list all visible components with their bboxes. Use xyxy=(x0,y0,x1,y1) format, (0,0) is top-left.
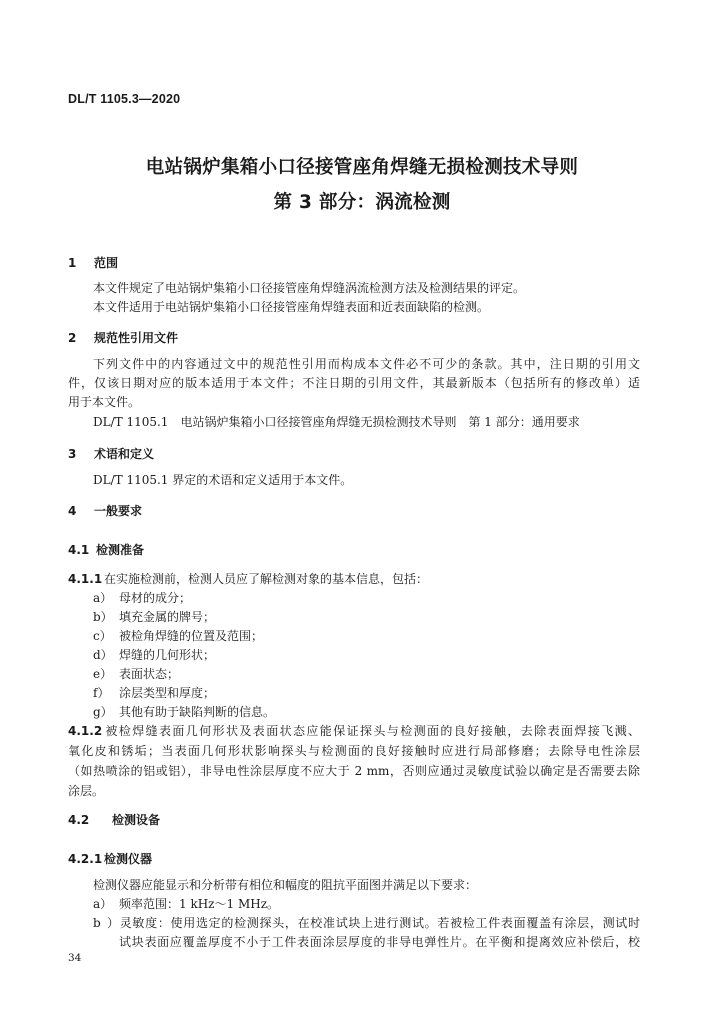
section-number: 2 xyxy=(68,331,77,345)
paragraph: 本文件规定了电站锅炉集箱小口径接管座角焊缝涡流检测方法及检测结果的评定。 xyxy=(93,281,526,295)
section-heading-4 xyxy=(68,502,142,519)
clause-4-1-2-line: 涂层。 xyxy=(68,784,105,798)
list-label: e） xyxy=(93,667,113,681)
section-number: 4 xyxy=(68,504,77,518)
clause-text: 被检焊缝表面几何形状及表面状态应能保证探头与检测面的良好接触，去除表面焊接飞溅、 xyxy=(104,724,640,738)
paragraph-line: 下列文件中的内容通过文中的规范性引用而构成本文件必不可少的条款。其中，注日期的引用文 xyxy=(93,357,640,371)
list-label: f） xyxy=(93,686,110,700)
section-number: 1 xyxy=(68,256,77,270)
list-item xyxy=(93,608,215,625)
list-text: 母材的成分； xyxy=(119,591,192,605)
list-text: 被检角焊缝的位置及范围； xyxy=(119,629,264,643)
clause-4-1-2-line: （如热喷涂的铝或铝），非导电性涂层厚度不应大于 2 mm，否则应通过灵敏度试验以确定是否需要去除 xyxy=(68,764,640,778)
clause-number: 4.1.1 xyxy=(68,572,103,586)
list-label: b） xyxy=(93,916,119,930)
section-title: 范围 xyxy=(94,256,119,270)
section-title: 检测设备 xyxy=(112,813,161,827)
section-title: 检测准备 xyxy=(96,543,145,557)
document-subtitle: 第 3 部分：涡流检测 xyxy=(273,192,451,213)
list-label: c） xyxy=(93,629,112,643)
list-item-continuation: 试块表面应覆盖厚度不小于工件表面涂层厚度的非导电弹性片。在平衡和提离效应补偿后，校 xyxy=(119,935,640,949)
clause-4-1-2-line xyxy=(68,722,640,739)
list-item xyxy=(93,665,179,682)
list-label: g） xyxy=(93,705,113,719)
page-number: 34 xyxy=(68,952,82,964)
list-text: 频率范围：1 kHz～1 MHz。 xyxy=(119,897,280,911)
subsection-heading-4-2-1 xyxy=(68,850,152,867)
paragraph-line: 用于本文件。 xyxy=(68,395,141,409)
list-item xyxy=(93,627,263,644)
clause-number: 4.1.2 xyxy=(68,724,103,738)
list-text: 表面状态； xyxy=(119,667,180,681)
paragraph: 检测仪器应能显示和分析带有相位和幅度的阻抗平面图并满足以下要求： xyxy=(93,878,478,892)
section-title: 一般要求 xyxy=(94,504,143,518)
clause-4-1-2-line: 氧化皮和锈垢；当表面几何形状影响探头与检测面的良好接触时应进行局部修磨；去除导电性涂层 xyxy=(68,744,640,758)
list-label: b） xyxy=(93,610,113,624)
section-title: 术语和定义 xyxy=(94,447,155,461)
section-number: 4.2.1 xyxy=(68,852,103,866)
section-heading-3 xyxy=(68,445,154,462)
list-text: 涂层类型和厚度； xyxy=(119,686,216,700)
section-heading-1 xyxy=(68,254,118,271)
section-heading-2 xyxy=(68,329,178,346)
paragraph: DL/T 1105.1 界定的术语和定义适用于本文件。 xyxy=(93,473,353,487)
list-item xyxy=(93,589,191,606)
list-item xyxy=(93,895,279,912)
subsection-heading-4-1 xyxy=(68,541,144,558)
list-label: a） xyxy=(93,591,113,605)
list-item xyxy=(93,684,215,701)
clause-text: 在实施检测前，检测人员应了解检测对象的基本信息，包括： xyxy=(104,572,429,586)
document-title: 电站锅炉集箱小口径接管座角焊缝无损检测技术导则 xyxy=(145,157,579,178)
section-number: 3 xyxy=(68,447,77,461)
list-text: 其他有助于缺陷判断的信息。 xyxy=(119,705,276,719)
list-label: a） xyxy=(93,897,113,911)
paragraph-line: 件，仅该日期对应的版本适用于本文件；不注日期的引用文件，其最新版本（包括所有的修改单）适 xyxy=(68,376,640,390)
list-item xyxy=(93,646,215,663)
list-item xyxy=(93,703,275,720)
section-number: 4.1 xyxy=(68,543,90,557)
list-text: 焊缝的几何形状； xyxy=(119,648,216,662)
paragraph: 本文件适用于电站锅炉集箱小口径接管座角焊缝表面和近表面缺陷的检测。 xyxy=(93,300,490,314)
section-title: 规范性引用文件 xyxy=(94,331,179,345)
list-item xyxy=(93,914,640,931)
list-label: d） xyxy=(93,648,113,662)
normative-reference: DL/T 1105.1 电站锅炉集箱小口径接管座角焊缝无损检测技术导则 第 1 部分：通用要求 xyxy=(93,415,580,429)
section-number: 4.2 xyxy=(68,813,90,827)
subsection-heading-4-2 xyxy=(68,811,160,828)
standard-code: DL/T 1105.3—2020 xyxy=(68,92,181,106)
clause-4-1-1 xyxy=(68,570,428,587)
list-text: 填充金属的牌号； xyxy=(119,610,216,624)
section-title: 检测仪器 xyxy=(104,852,153,866)
list-text: 灵敏度：使用选定的检测探头，在校准试块上进行测试。若被检工件表面覆盖有涂层，测试时 xyxy=(119,916,640,930)
